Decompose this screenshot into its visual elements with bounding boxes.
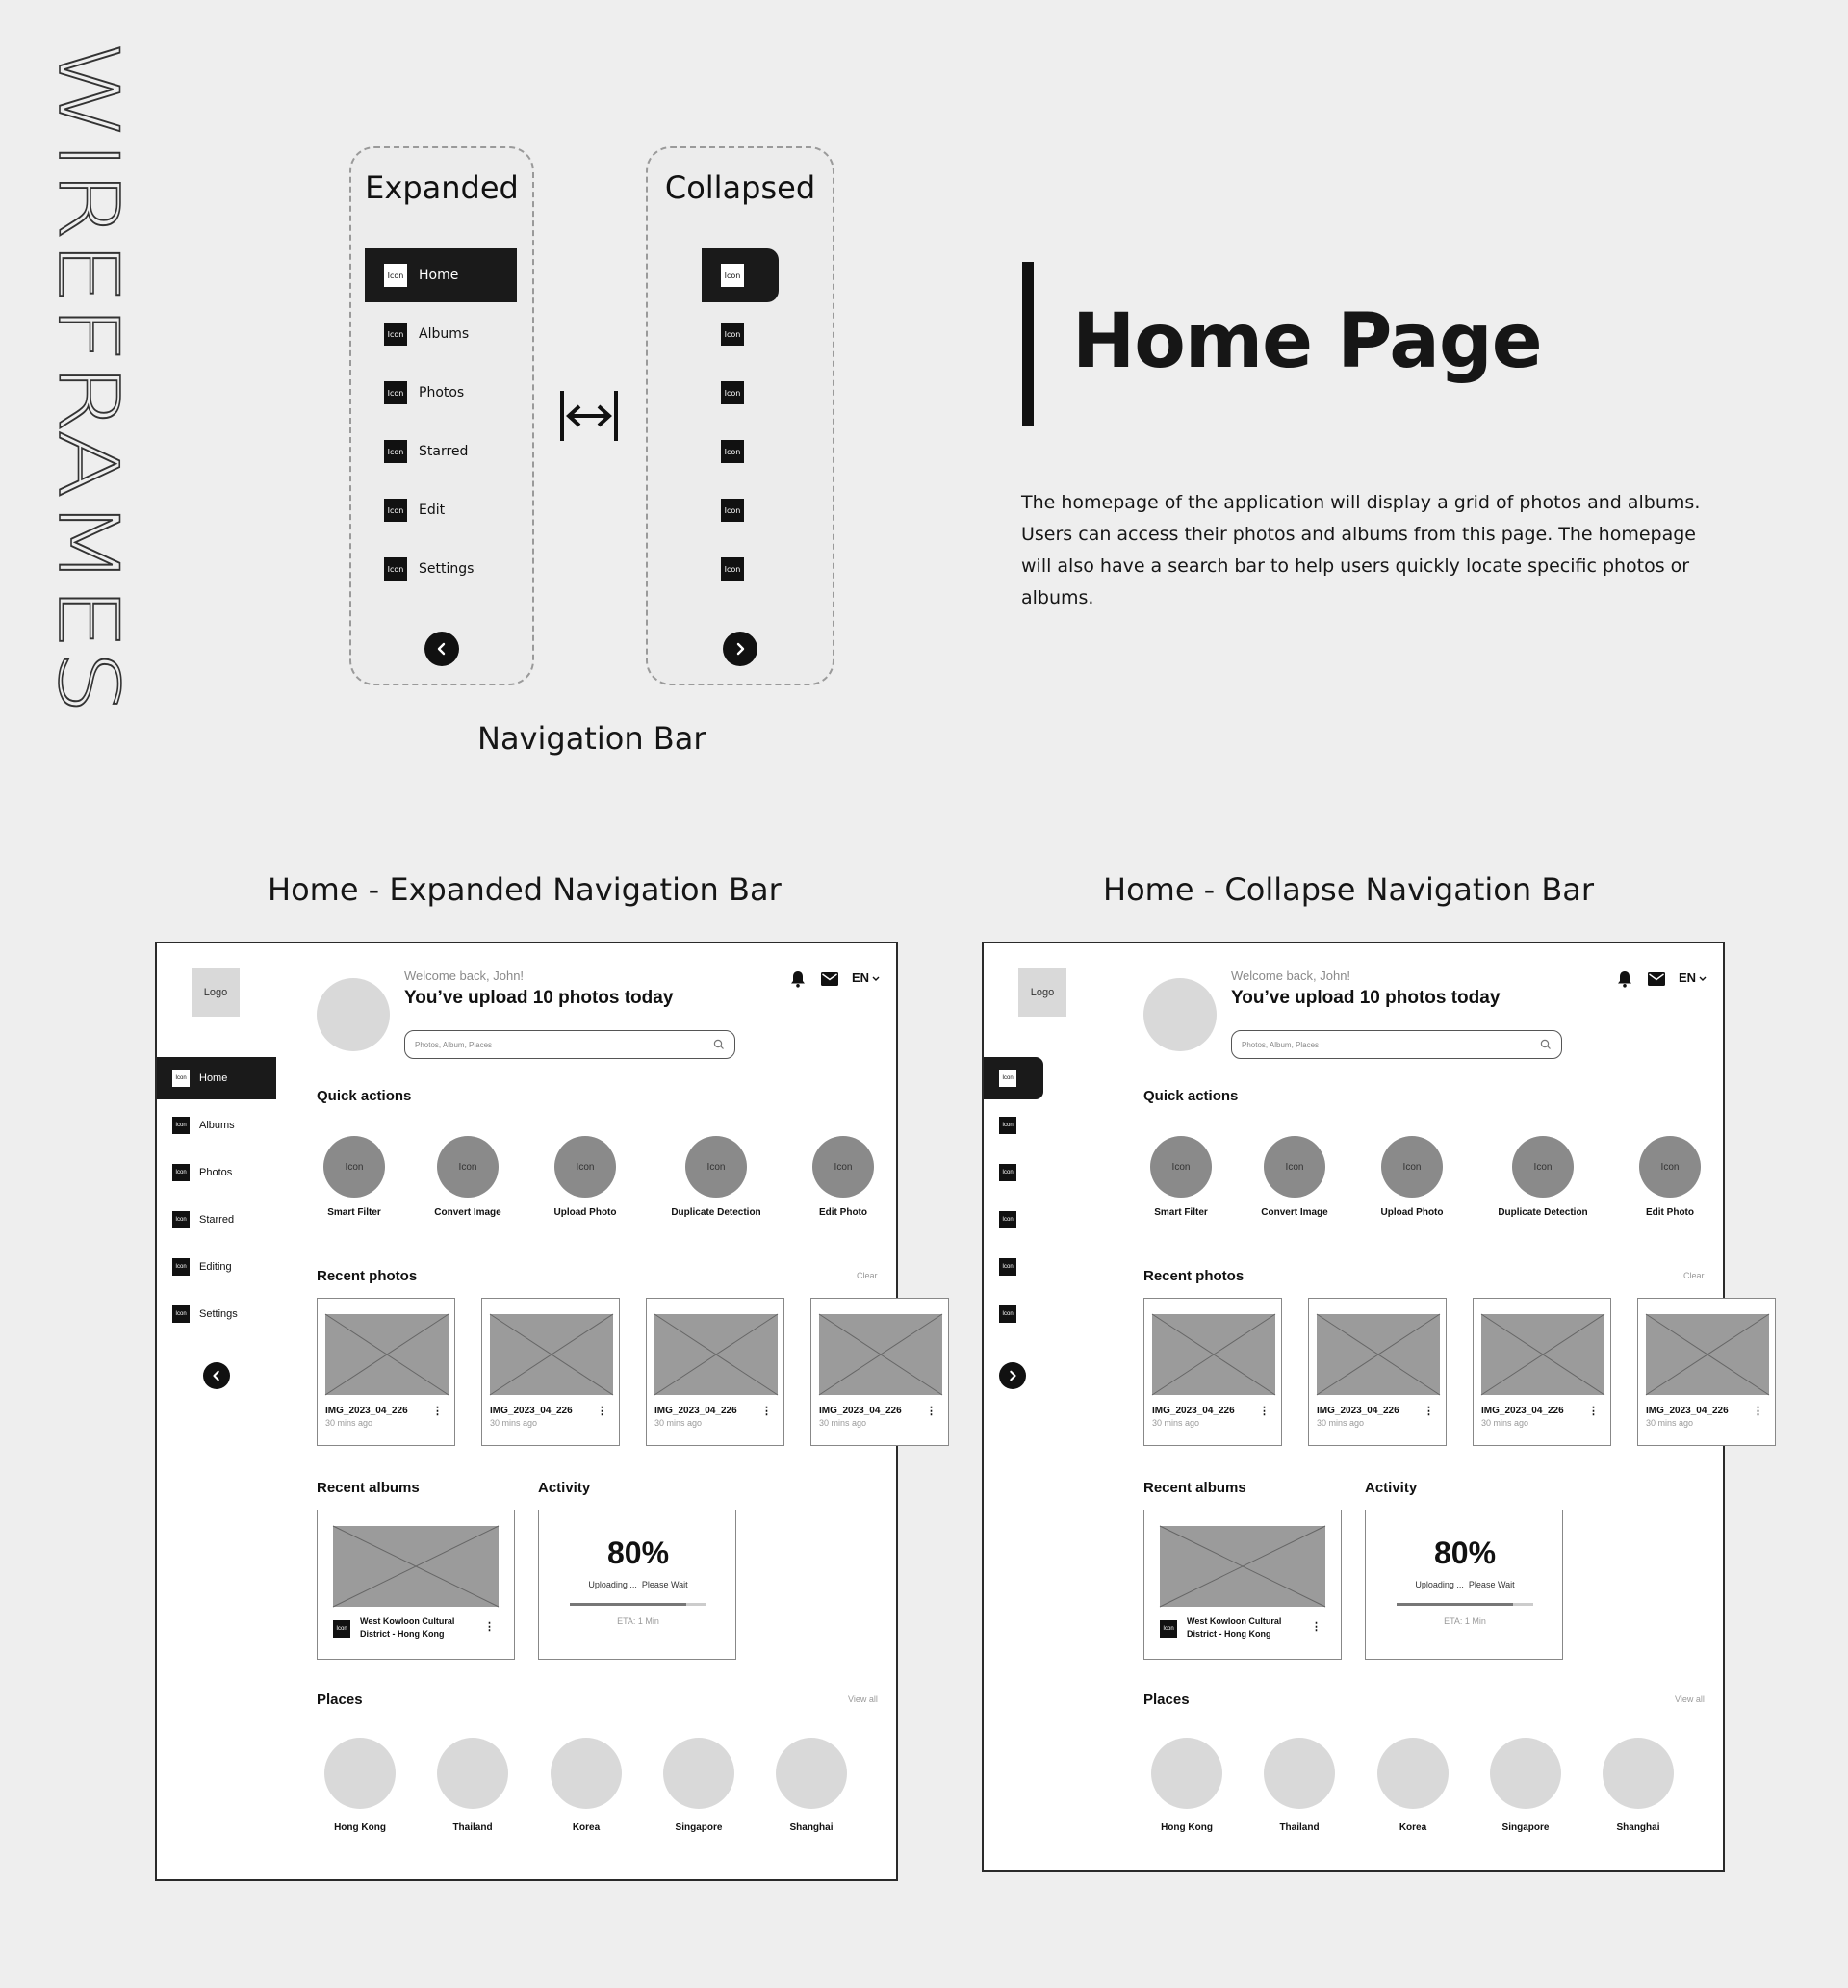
place-singapore[interactable] [663, 1738, 734, 1809]
photo-name: IMG_2023_04_226 [1317, 1406, 1399, 1416]
place-label: Singapore [1502, 1822, 1550, 1833]
photo-thumbnail [490, 1314, 613, 1395]
settings-icon: Icon [384, 557, 407, 581]
place-label: Hong Kong [334, 1822, 386, 1833]
sidebar-item-photos[interactable] [984, 1151, 1043, 1194]
starred-icon: Icon [999, 1211, 1016, 1228]
place-shanghai[interactable] [776, 1738, 847, 1809]
album-name-line1: West Kowloon Cultural [360, 1616, 455, 1626]
chevron-left-icon [211, 1370, 222, 1381]
more-options-icon[interactable]: ⋮ [1311, 1621, 1322, 1633]
sidebar-item-label: Photos [199, 1167, 233, 1178]
photo-name: IMG_2023_04_226 [1481, 1406, 1564, 1416]
photo-thumbnail [1646, 1314, 1769, 1395]
place-hong-kong[interactable] [1151, 1738, 1222, 1809]
places-title: Places [1143, 1691, 1190, 1708]
photo-time: 30 mins ago [490, 1418, 538, 1428]
collapsed-nav-card [646, 146, 834, 685]
album-thumbnail [1160, 1526, 1325, 1607]
sidebar-item-starred[interactable] [984, 1199, 1043, 1241]
photo-card[interactable] [1308, 1298, 1447, 1446]
duplicate-detection-icon: Icon [706, 1161, 726, 1173]
albums-icon: Icon [384, 323, 407, 346]
photo-card[interactable] [1637, 1298, 1776, 1446]
quick-action-label: Edit Photo [819, 1207, 867, 1218]
headline: You’ve upload 10 photos today [1231, 988, 1501, 1008]
quick-action-label: Duplicate Detection [671, 1207, 761, 1218]
photo-thumbnail [1317, 1314, 1440, 1395]
photos-icon: Icon [999, 1164, 1016, 1181]
place-shanghai[interactable] [1603, 1738, 1674, 1809]
photo-thumbnail [1481, 1314, 1604, 1395]
photo-card[interactable] [1473, 1298, 1611, 1446]
editing-icon: Icon [999, 1258, 1016, 1276]
place-korea[interactable] [551, 1738, 622, 1809]
smart-filter-icon: Icon [1171, 1161, 1191, 1173]
progress-bar [570, 1603, 706, 1606]
edit-photo-icon: Icon [1660, 1161, 1680, 1173]
more-options-icon[interactable]: ⋮ [1753, 1406, 1763, 1417]
more-options-icon[interactable]: ⋮ [926, 1406, 937, 1417]
activity-title: Activity [538, 1480, 591, 1496]
quick-action-label: Smart Filter [327, 1207, 381, 1218]
sidebar-item-editing[interactable] [984, 1246, 1043, 1288]
recent-photos-title: Recent photos [1143, 1268, 1245, 1284]
logo[interactable]: Logo [1018, 968, 1066, 1017]
place-thailand[interactable] [437, 1738, 508, 1809]
albums-icon: Icon [999, 1117, 1016, 1134]
photo-card[interactable] [481, 1298, 620, 1446]
sidebar-item-settings[interactable] [984, 1293, 1043, 1335]
bell-icon[interactable] [1617, 970, 1632, 993]
nav-item-edit[interactable] [365, 483, 517, 537]
place-korea[interactable] [1377, 1738, 1449, 1809]
sidebar-item-label: Home [199, 1072, 228, 1084]
chevron-down-icon [1699, 970, 1707, 985]
home-collapsed-frame [982, 942, 1763, 1872]
starred-icon: Icon [172, 1211, 190, 1228]
more-options-icon[interactable]: ⋮ [484, 1621, 495, 1633]
album-name-line2: District - Hong Kong [1187, 1629, 1271, 1639]
place-label: Thailand [1279, 1822, 1320, 1833]
activity-card [538, 1510, 736, 1660]
home-icon: Icon [721, 264, 744, 287]
photo-time: 30 mins ago [1317, 1418, 1365, 1428]
nav-item-starred[interactable] [365, 425, 517, 478]
welcome-text: Welcome back, John! [1231, 968, 1351, 983]
nav-item-label: Starred [419, 444, 469, 459]
home-icon: Icon [172, 1070, 190, 1087]
headline: You’ve upload 10 photos today [404, 988, 674, 1008]
progress-bar [1397, 1603, 1533, 1606]
place-label: Thailand [452, 1822, 493, 1833]
search-input[interactable] [1231, 1030, 1562, 1059]
nav-item-settings[interactable] [365, 542, 517, 596]
progress-fill [1397, 1603, 1513, 1606]
place-label: Singapore [675, 1822, 723, 1833]
nav-item-photos[interactable] [365, 366, 517, 420]
expanded-title: Expanded [365, 169, 519, 206]
page-description: The homepage of the application will display a grid of photos and albums. Users can access their photos and albums from this page. The homepage will also have a search bar to help users quickly locate specific photos or albums. [1021, 492, 1701, 608]
activity-percent: 80% [606, 1536, 670, 1570]
resize-arrow-icon [556, 389, 622, 443]
smart-filter-icon: Icon [345, 1161, 364, 1173]
language-label: EN [852, 970, 870, 985]
photo-time: 30 mins ago [325, 1418, 373, 1428]
title-accent-bar [1022, 262, 1034, 426]
view-all-link[interactable]: View all [848, 1694, 878, 1704]
photo-thumbnail [654, 1314, 778, 1395]
chevron-left-icon [435, 642, 449, 656]
place-label: Hong Kong [1161, 1822, 1213, 1833]
nav-item-home-collapsed[interactable] [702, 248, 779, 302]
search-input[interactable] [404, 1030, 735, 1059]
duplicate-detection-icon: Icon [1533, 1161, 1553, 1173]
more-options-icon[interactable]: ⋮ [597, 1406, 607, 1417]
photo-card[interactable] [1143, 1298, 1282, 1446]
nav-item-home[interactable] [365, 248, 517, 302]
more-options-icon[interactable]: ⋮ [1424, 1406, 1434, 1417]
nav-item-label: Edit [419, 503, 446, 518]
sidebar-item-label: Albums [199, 1120, 235, 1131]
more-options-icon[interactable]: ⋮ [1259, 1406, 1270, 1417]
sidebar-item-starred[interactable] [157, 1199, 276, 1241]
avatar[interactable] [317, 978, 390, 1051]
settings-icon: Icon [721, 557, 744, 581]
activity-status: Uploading ... Please Wait [1415, 1580, 1515, 1589]
album-card[interactable] [317, 1510, 515, 1660]
nav-item-label: Albums [419, 326, 470, 342]
welcome-text: Welcome back, John! [404, 968, 525, 983]
sidebar-item-label: Starred [199, 1214, 235, 1226]
photo-time: 30 mins ago [1481, 1418, 1529, 1428]
photo-time: 30 mins ago [819, 1418, 867, 1428]
expanded-nav-card [349, 146, 534, 685]
language-label: EN [1679, 970, 1697, 985]
quick-actions-title: Quick actions [317, 1088, 412, 1104]
search-placeholder: Photos, Album, Places [1242, 1040, 1320, 1049]
photo-name: IMG_2023_04_226 [819, 1406, 902, 1416]
sidebar-item-albums[interactable] [984, 1104, 1043, 1147]
more-options-icon[interactable]: ⋮ [1588, 1406, 1599, 1417]
activity-title: Activity [1365, 1480, 1418, 1496]
photo-name: IMG_2023_04_226 [1152, 1406, 1235, 1416]
more-options-icon[interactable]: ⋮ [761, 1406, 772, 1417]
quick-action-convert-image[interactable] [1264, 1136, 1325, 1198]
expand-button[interactable] [999, 1362, 1026, 1389]
nav-item-settings-collapsed[interactable] [702, 542, 779, 596]
quick-action-duplicate-detection[interactable] [685, 1136, 747, 1198]
photos-icon: Icon [172, 1164, 190, 1181]
nav-item-albums-collapsed[interactable] [702, 307, 779, 361]
side-title [39, 21, 166, 695]
nav-item-edit-collapsed[interactable] [702, 483, 779, 537]
quick-action-label: Upload Photo [553, 1207, 617, 1218]
avatar[interactable] [1143, 978, 1217, 1051]
chevron-right-icon [1007, 1370, 1018, 1381]
place-label: Korea [572, 1822, 601, 1833]
view-all-link[interactable]: View all [1675, 1694, 1705, 1704]
album-card[interactable] [1143, 1510, 1342, 1660]
edit-icon: Icon [384, 499, 407, 522]
album-name-line1: West Kowloon Cultural [1187, 1616, 1282, 1626]
sidebar-item-label: Settings [199, 1308, 238, 1320]
nav-item-label: Home [419, 268, 459, 283]
sidebar-item-settings[interactable] [157, 1293, 276, 1335]
sidebar-item-photos[interactable] [157, 1151, 276, 1194]
upload-photo-icon: Icon [576, 1161, 595, 1173]
photo-name: IMG_2023_04_226 [654, 1406, 737, 1416]
starred-icon: Icon [721, 440, 744, 463]
chevron-right-icon [733, 642, 747, 656]
home-icon: Icon [999, 1070, 1016, 1087]
quick-action-edit-photo[interactable] [1639, 1136, 1701, 1198]
nav-item-starred-collapsed[interactable] [702, 425, 779, 478]
logo[interactable]: Logo [192, 968, 240, 1017]
quick-action-label: Convert Image [1261, 1207, 1328, 1218]
clear-link[interactable]: Clear [1683, 1271, 1705, 1280]
albums-icon: Icon [172, 1117, 190, 1134]
photo-time: 30 mins ago [1152, 1418, 1200, 1428]
editing-icon: Icon [172, 1258, 190, 1276]
place-singapore[interactable] [1490, 1738, 1561, 1809]
photo-name: IMG_2023_04_226 [1646, 1406, 1729, 1416]
place-thailand[interactable] [1264, 1738, 1335, 1809]
collapse-button[interactable] [424, 632, 459, 666]
recent-photos-title: Recent photos [317, 1268, 418, 1284]
search-icon [713, 1039, 725, 1052]
upload-photo-icon: Icon [1402, 1161, 1422, 1173]
quick-action-smart-filter[interactable] [1150, 1136, 1212, 1198]
search-placeholder: Photos, Album, Places [415, 1040, 493, 1049]
sidebar-item-albums[interactable] [157, 1104, 276, 1147]
quick-action-duplicate-detection[interactable] [1512, 1136, 1574, 1198]
home-expanded-frame [155, 942, 937, 1881]
recent-albums-title: Recent albums [1143, 1480, 1246, 1496]
language-selector[interactable] [852, 970, 880, 985]
expand-button[interactable] [723, 632, 757, 666]
quick-action-label: Duplicate Detection [1498, 1207, 1588, 1218]
settings-icon: Icon [999, 1305, 1016, 1323]
photo-thumbnail [819, 1314, 942, 1395]
convert-image-icon: Icon [458, 1161, 477, 1173]
photos-icon: Icon [721, 381, 744, 404]
home-icon: Icon [384, 264, 407, 287]
clear-link[interactable]: Clear [857, 1271, 878, 1280]
sidebar-item-label: Editing [199, 1261, 232, 1273]
album-name-line2: District - Hong Kong [360, 1629, 445, 1639]
collapsed-frame-caption: Home - Collapse Navigation Bar [1103, 871, 1595, 908]
nav-item-albums[interactable] [365, 307, 517, 361]
search-icon [1540, 1039, 1552, 1052]
edit-icon: Icon [721, 499, 744, 522]
language-selector[interactable] [1679, 970, 1707, 985]
quick-action-convert-image[interactable] [437, 1136, 499, 1198]
place-label: Shanghai [789, 1822, 834, 1833]
album-icon: Icon [333, 1620, 350, 1638]
edit-photo-icon: Icon [834, 1161, 853, 1173]
sidebar-item-home[interactable] [157, 1057, 276, 1099]
photos-icon: Icon [384, 381, 407, 404]
photo-name: IMG_2023_04_226 [325, 1406, 408, 1416]
quick-action-label: Smart Filter [1154, 1207, 1208, 1218]
photo-time: 30 mins ago [654, 1418, 703, 1428]
album-icon: Icon [1160, 1620, 1177, 1638]
collapsed-title: Collapsed [664, 169, 816, 206]
quick-action-label: Convert Image [434, 1207, 501, 1218]
activity-percent: 80% [1433, 1536, 1497, 1570]
quick-action-smart-filter[interactable] [323, 1136, 385, 1198]
sidebar-item-home[interactable] [984, 1057, 1043, 1099]
chevron-down-icon [872, 970, 880, 985]
photo-time: 30 mins ago [1646, 1418, 1694, 1428]
bell-icon[interactable] [790, 970, 806, 993]
photo-thumbnail [1152, 1314, 1275, 1395]
mail-icon[interactable] [1648, 972, 1665, 991]
sidebar-item-editing[interactable] [157, 1246, 276, 1288]
quick-action-upload-photo[interactable] [1381, 1136, 1443, 1198]
settings-icon: Icon [172, 1305, 190, 1323]
more-options-icon[interactable]: ⋮ [432, 1406, 443, 1417]
place-label: Korea [1399, 1822, 1427, 1833]
quick-action-label: Edit Photo [1646, 1207, 1694, 1218]
starred-icon: Icon [384, 440, 407, 463]
nav-item-label: Settings [419, 561, 475, 577]
activity-card [1365, 1510, 1563, 1660]
quick-action-upload-photo[interactable] [554, 1136, 616, 1198]
place-label: Shanghai [1616, 1822, 1660, 1833]
side-title-text: WIREFRAMES [39, 40, 136, 592]
nav-item-photos-collapsed[interactable] [702, 366, 779, 420]
recent-albums-title: Recent albums [317, 1480, 420, 1496]
quick-action-label: Upload Photo [1380, 1207, 1444, 1218]
mail-icon[interactable] [821, 972, 838, 991]
page-title: Home Page [1072, 298, 1542, 385]
photo-thumbnail [325, 1314, 449, 1395]
places-title: Places [317, 1691, 363, 1708]
photo-card[interactable] [646, 1298, 784, 1446]
activity-eta: ETA: 1 Min [1444, 1616, 1486, 1626]
activity-status: Uploading ... Please Wait [588, 1580, 688, 1589]
convert-image-icon: Icon [1285, 1161, 1304, 1173]
expanded-frame-caption: Home - Expanded Navigation Bar [268, 871, 782, 908]
photo-card[interactable] [317, 1298, 455, 1446]
quick-action-edit-photo[interactable] [812, 1136, 874, 1198]
albums-icon: Icon [721, 323, 744, 346]
nav-bar-caption: Navigation Bar [477, 720, 706, 757]
activity-eta: ETA: 1 Min [617, 1616, 659, 1626]
photo-card[interactable] [810, 1298, 949, 1446]
photo-name: IMG_2023_04_226 [490, 1406, 573, 1416]
progress-fill [570, 1603, 686, 1606]
nav-item-label: Photos [419, 385, 465, 400]
place-hong-kong[interactable] [324, 1738, 396, 1809]
collapse-button[interactable] [203, 1362, 230, 1389]
quick-actions-title: Quick actions [1143, 1088, 1239, 1104]
album-thumbnail [333, 1526, 499, 1607]
